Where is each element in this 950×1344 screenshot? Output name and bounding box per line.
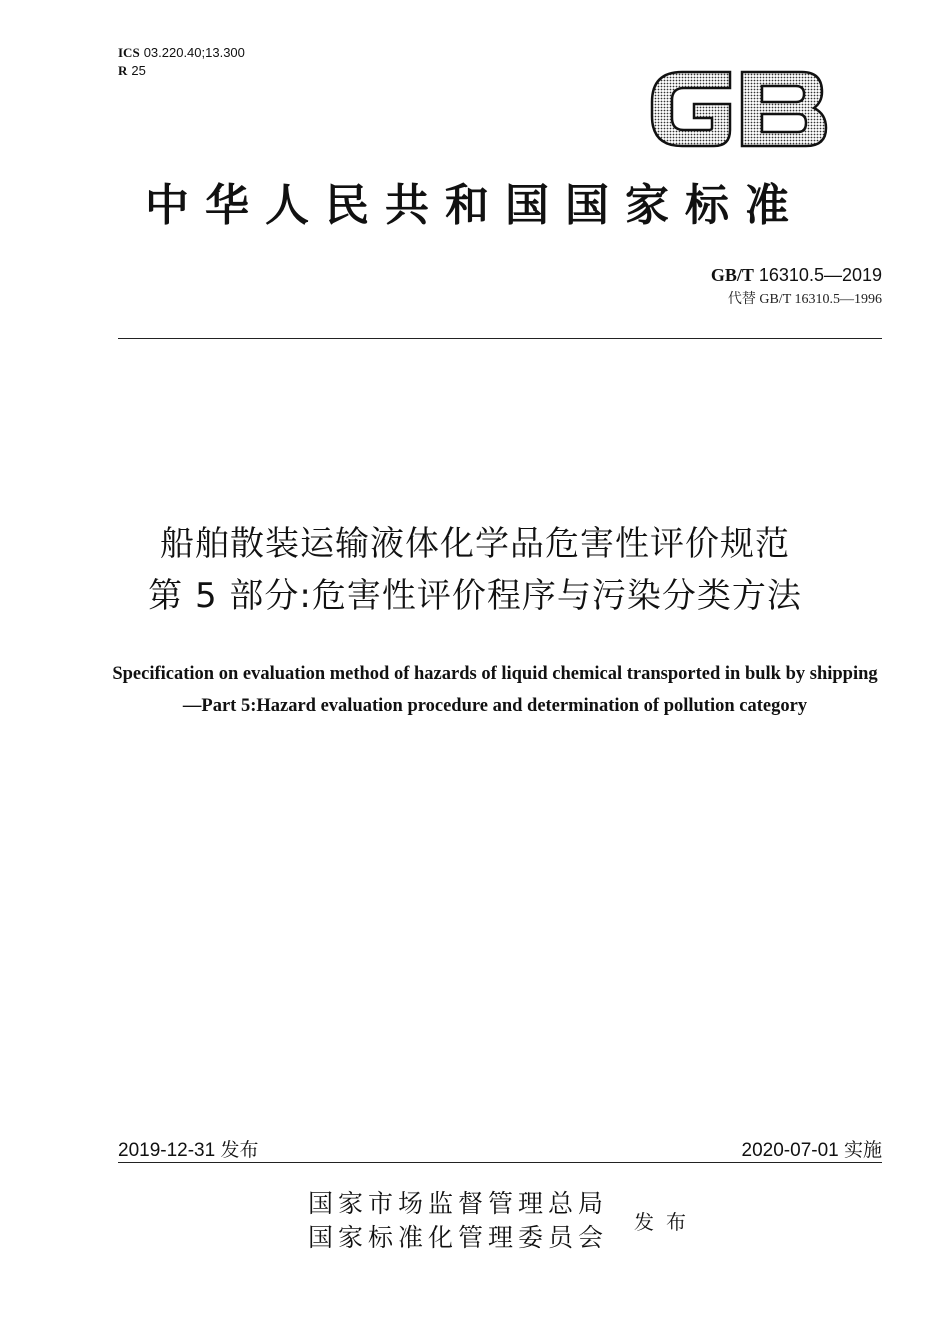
national-standard-title: 中华人民共和国国家标准 (145, 180, 805, 231)
ccs-value: 25 (131, 63, 146, 78)
ics-code (118, 44, 245, 62)
ccs-code (118, 62, 245, 80)
ccs-label: R (118, 63, 128, 78)
issuer-org-2: 国家标准化管理委员会 (308, 1223, 609, 1252)
issuer-org-1: 国家市场监督管理总局 (308, 1189, 609, 1218)
replaces-standard: 代替 GB/T 16310.5—1996 (727, 292, 882, 307)
classification-codes (118, 44, 245, 80)
top-divider (118, 338, 882, 339)
standard-prefix: GB/T (710, 265, 754, 285)
issue-date: 2019-12-31 发布 (118, 1140, 259, 1161)
gb-logo-icon (642, 58, 834, 158)
title-cn-line2: 第 5 部分:危害性评价程序与污染分类方法 (148, 576, 802, 616)
bottom-divider (118, 1162, 882, 1163)
publish-label: 发布 (634, 1210, 698, 1234)
standard-number (711, 264, 882, 286)
title-en: Specification on evaluation method of hazards of liquid chemical transported in bulk by shipping—Part 5:Hazard evaluation procedure and determination of pollution category (112, 664, 878, 716)
standard-code: 16310.5—2019 (758, 265, 882, 285)
ics-label: ICS (118, 45, 140, 60)
ics-value: 03.220.40;13.300 (143, 45, 245, 60)
title-cn-line1: 船舶散装运输液体化学品危害性评价规范 (160, 524, 790, 564)
implementation-date: 2020-07-01 实施 (741, 1140, 882, 1161)
